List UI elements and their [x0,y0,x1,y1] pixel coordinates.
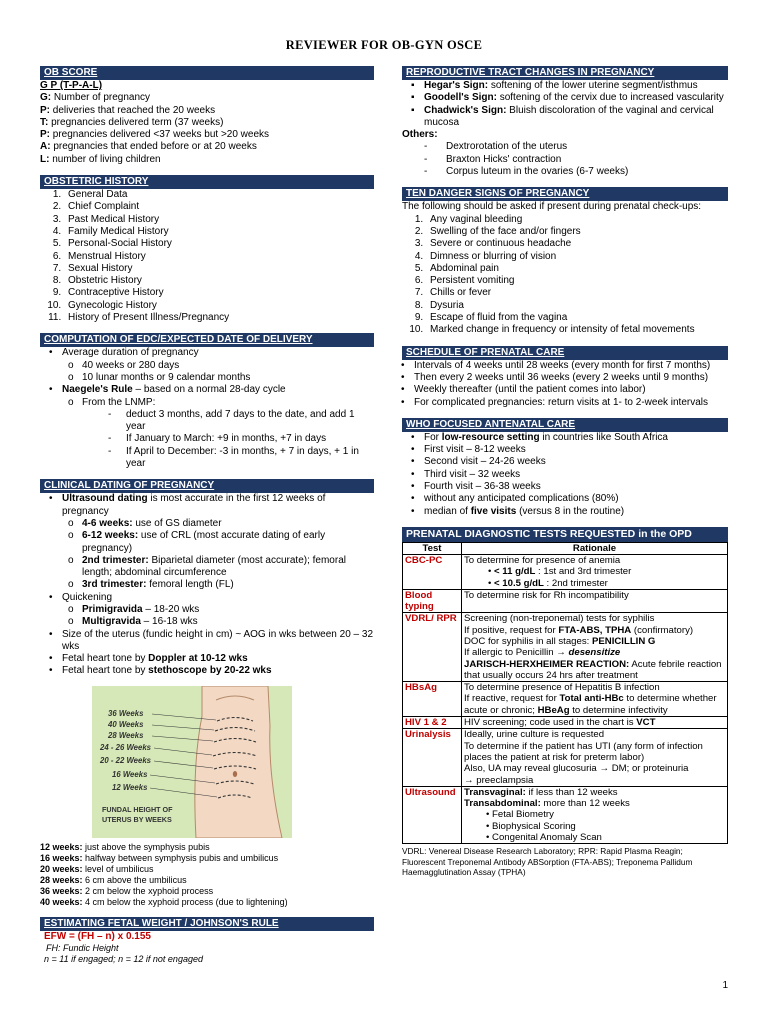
torso-figure [92,686,292,838]
list-item: • First visit – 8-12 weeks [424,444,728,456]
list-item: • Then every 2 weeks until 36 weeks (every 2 weeks until 9 months) [414,372,728,384]
sub-item: o 4-6 weeks: use of GS diameter [62,518,374,530]
who-section [402,418,728,518]
johnson-section [40,917,374,965]
sub-item: - Braxton Hicks' contraction [402,154,728,166]
list-item: • Fetal heart tone by stethoscope by 20-22 wks [62,665,374,677]
others-label: Others: [402,129,438,141]
table-row [403,589,728,613]
sub-item: - If April to December: -3 in months, + 7 in days, + 1 in year [62,446,374,471]
schedule-section [402,346,728,409]
sub-item: o 3rd trimester: femoral length (FL) [62,579,374,591]
clinical-list [40,493,374,677]
sub-item: o Primigravida – 18-20 wks [62,604,374,616]
sub-item: o 40 weeks or 280 days [62,360,374,372]
list-item: • Fourth visit – 36-38 weeks [424,481,728,493]
tests-table [402,542,728,844]
column-header: Rationale [462,542,728,554]
fig-caption: UTERUS BY WEEKS [102,814,172,824]
fig-label: 16 Weeks [112,769,148,779]
fundal-line: 40 weeks: 4 cm below the xyphoid process (due to lightening) [40,896,288,907]
list-item: 2. Chief Complaint [64,201,374,213]
fig-label: 40 Weeks [108,719,144,729]
arrow-icon: → [556,647,566,659]
fundal-height-illustration [92,686,292,838]
obstetric-history-header: OBSTETRIC HISTORY [40,175,374,189]
fundal-line: 36 weeks: 2 cm below the xyphoid process [40,885,214,896]
ob-line: L: number of living children [40,153,161,165]
test-rationale: Screening (non-treponemal) tests for syphilis If positive, request for FTA-ABS, TPHA (confirmatory) DOC for syphilis in all stages: PENICILLIN G If allergic to Penicillin → desensitize JARISCH-HERXHEIMER REACTION: Acute febrile reaction that usually occurs 24 hrs after treatment [462,613,728,682]
table-row [403,729,728,786]
who-list [402,432,728,518]
sub-item: - If January to March: +9 in months, +7 in days [62,433,374,445]
table-row [403,717,728,729]
list-item: 4. Dimness or blurring of vision [426,251,728,263]
right-column [402,66,728,878]
list-item: 10. Marked change in frequency or intensity of fetal movements [426,324,728,336]
sub-item: o 10 lunar months or 9 calendar months [62,372,374,384]
sub-item: o From the LNMP: [62,397,374,409]
sub-item: - Corpus luteum in the ovaries (6-7 weeks) [402,166,728,178]
list-item: ▪ Goodell's Sign: softening of the cervix due to increased vascularity [424,92,728,104]
page-title: REVIEWER FOR OB-GYN OSCE [285,38,483,52]
danger-header: TEN DANGER SIGNS OF PREGNANCY [402,187,728,201]
list-item: 4. Family Medical History [64,226,374,238]
list-item: • Second visit – 24-26 weeks [424,456,728,468]
list-item: • Intervals of 4 weeks until 28 weeks (every month for first 7 months) [414,360,728,372]
schedule-header: SCHEDULE OF PRENATAL CARE [402,346,728,360]
ob-line: P: pregnancies delivered <37 weeks but >20 weeks [40,129,270,141]
list-item: • without any anticipated complications (80%) [424,493,728,505]
edc-header: COMPUTATION OF EDC/EXPECTED DATE OF DELIVERY [40,333,374,347]
list-item: 9. Contraceptive History [64,287,374,299]
list-item: • Naegele's Rule – based on a normal 28-day cycle o From the LNMP: - deduct 3 months, add 7 days to the date, and add 1 year - If January to March: +9 in months, +7 in days - If April to December: -3 in months, + 7 in days, + 1 in year [62,384,374,470]
ob-line: G: Number of pregnancy [40,92,151,104]
list-item: ▪ Chadwick's Sign: Bluish discoloration of the vaginal and cervical mucosa [424,105,728,130]
sub-item: - deduct 3 months, add 7 days to the date, and add 1 year [62,409,374,434]
clinical-dating-header: CLINICAL DATING OF PREGNANCY [40,479,374,493]
list-item: • Third visit – 32 weeks [424,469,728,481]
page-number: 1 [722,980,728,991]
ob-line: P: deliveries that reached the 20 weeks [40,104,216,116]
ob-line: T: pregnancies delivered term (37 weeks) [40,116,224,128]
ob-score-section [40,66,374,166]
fundal-line: 16 weeks: halfway between symphysis pubis and umbilicus [40,852,279,863]
ob-line: A: pregnancies that ended before or at 20 weeks [40,141,257,153]
table-row [403,554,728,589]
sub-item: o 2nd trimester: Biparietal diameter (most accurate); femoral length; abdominal circumference [62,555,374,580]
list-item: 10. Gynecologic History [64,300,374,312]
fundal-line: 20 weeks: level of umbilicus [40,863,154,874]
left-column [40,66,374,974]
test-name: HIV 1 & 2 [403,717,462,729]
list-item: • Quickening o Primigravida – 18-20 wks o Multigravida – 16-18 wks [62,592,374,629]
danger-section [402,187,728,336]
list-item: • median of five visits (versus 8 in the routine) [424,506,728,518]
clinical-dating-section [40,479,374,677]
list-item: 6. Menstrual History [64,251,374,263]
list-item: • Fetal heart tone by Doppler at 10-12 wks [62,653,374,665]
test-name: HBsAg [403,682,462,717]
schedule-list [402,360,728,409]
edc-section [40,333,374,470]
arrow-icon: → [464,774,474,786]
list-item: • Weekly thereafter (until the patient comes into labor) [414,384,728,396]
list-item: 3. Severe or continuous headache [426,238,728,250]
test-name: VDRL/ RPR [403,613,462,682]
tests-section [402,527,728,878]
list-item: 6. Persistent vomiting [426,275,728,287]
list-item: • For complicated pregnancies: return visits at 1- to 2-week intervals [414,397,728,409]
obstetric-history-list [40,189,374,324]
test-rationale: HIV screening; code used in the chart is VCT [462,717,728,729]
test-name: Blood typing [403,589,462,613]
danger-intro: The following should be asked if present during prenatal check-ups: [402,201,702,213]
test-rationale: Transvaginal: if less than 12 weeks Transabdominal: more than 12 weeks • Fetal Biometry • Biophysical Scoring • Congenital Anomaly Scan [462,786,728,843]
efw-formula: EFW = (FH – n) x 0.155 [44,930,151,942]
fundal-height-list [40,842,374,908]
n-definition: n = 11 if engaged; n = 12 if not engaged [44,954,203,965]
test-rationale: Ideally, urine culture is requested To determine if the patient has UTI (any form of infection places the patient at risk for preterm labor) Also, UA may reveal glucosuria → DM; or proteinuria → preeclampsia [462,729,728,786]
table-row [403,786,728,843]
list-item: 1. Any vaginal bleeding [426,214,728,226]
edc-list [40,347,374,470]
list-item: 5. Abdominal pain [426,263,728,275]
fh-definition: FH: Fundic Height [46,943,119,954]
list-item: 3. Past Medical History [64,214,374,226]
fundal-line: 28 weeks: 6 cm above the umbilicus [40,874,187,885]
list-item: • Ultrasound dating is most accurate in the first 12 weeks of pregnancy o 4-6 weeks: use of GS diameter o 6-12 weeks: use of CRL (most accurate dating of early pregnancy) o 2nd trimester: Biparietal diameter (most accurate); femoral length; abdominal circumference o 3rd trimester: femoral length (FL) [62,493,374,591]
johnson-header: ESTIMATING FETAL WEIGHT / JOHNSON'S RULE [40,917,374,931]
column-header: Test [403,542,462,554]
table-header-row [403,542,728,554]
tests-footnote: VDRL: Venereal Disease Research Laboratory; RPR: Rapid Plasma Reagin; Fluorescent Treponemal Antibody ABSorption (FTA-ABS); Treponema Pallidum Haemagglutination Assay (TPHA) [402,846,693,878]
list-item: 5. Personal-Social History [64,238,374,250]
ob-score-header: OB SCORE [40,66,374,80]
fig-label: 28 Weeks [108,730,144,740]
table-row [403,613,728,682]
list-item: • For low-resource setting in countries like South Africa [424,432,728,444]
list-item: • Size of the uterus (fundic height in cm) ~ AOG in wks between 20 – 32 wks [62,629,374,654]
fundal-line: 12 weeks: just above the symphysis pubis [40,841,210,852]
danger-list [402,214,728,337]
repro-section [402,66,728,178]
list-item: • Average duration of pregnancy o 40 weeks or 280 days o 10 lunar months or 9 calendar months [62,347,374,384]
obstetric-history-section [40,175,374,324]
list-item: 7. Sexual History [64,263,374,275]
sub-item: - Dextrorotation of the uterus [402,141,728,153]
repro-header: REPRODUCTIVE TRACT CHANGES IN PREGNANCY [402,66,728,80]
fig-label: 36 Weeks [108,708,144,718]
gp-formula: G P (T-P-A-L) [40,80,103,91]
test-rationale: To determine presence of Hepatitis B infection If reactive, request for Total anti-HBc to determine whether acute or chronic; HBeAg to determine infectivity [462,682,728,717]
fig-label: 20 - 22 Weeks [100,755,152,765]
list-item: ▪ Hegar's Sign: softening of the lower uterine segment/isthmus [424,80,728,92]
test-rationale: To determine for presence of anemia • < 11 g/dL : 1st and 3rd trimester • < 10.5 g/dL : 2nd trimester [462,554,728,589]
fig-caption: FUNDAL HEIGHT OF [102,804,173,814]
repro-list [402,80,728,129]
list-item: 9. Escape of fluid from the vagina [426,312,728,324]
sub-item: o 6-12 weeks: use of CRL (most accurate dating of early pregnancy) [62,530,374,555]
fig-label: 12 Weeks [112,782,148,792]
list-item: 8. Obstetric History [64,275,374,287]
who-header: WHO FOCUSED ANTENATAL CARE [402,418,728,432]
test-name: Ultrasound [403,786,462,843]
table-row [403,682,728,717]
list-item: 11. History of Present Illness/Pregnancy [64,312,374,324]
fig-label: 24 - 26 Weeks [100,742,152,752]
sub-item: o Multigravida – 16-18 wks [62,616,374,628]
list-item: 8. Dysuria [426,300,728,312]
arrow-icon: → [599,763,610,775]
test-name: CBC-PC [403,554,462,589]
tests-header: PRENATAL DIAGNOSTIC TESTS REQUESTED in the OPD [402,527,728,542]
test-name: Urinalysis [403,729,462,786]
test-rationale: To determine risk for Rh incompatibility [462,589,728,613]
list-item: 7. Chills or fever [426,287,728,299]
list-item: 2. Swelling of the face and/or fingers [426,226,728,238]
list-item: 1. General Data [64,189,374,201]
